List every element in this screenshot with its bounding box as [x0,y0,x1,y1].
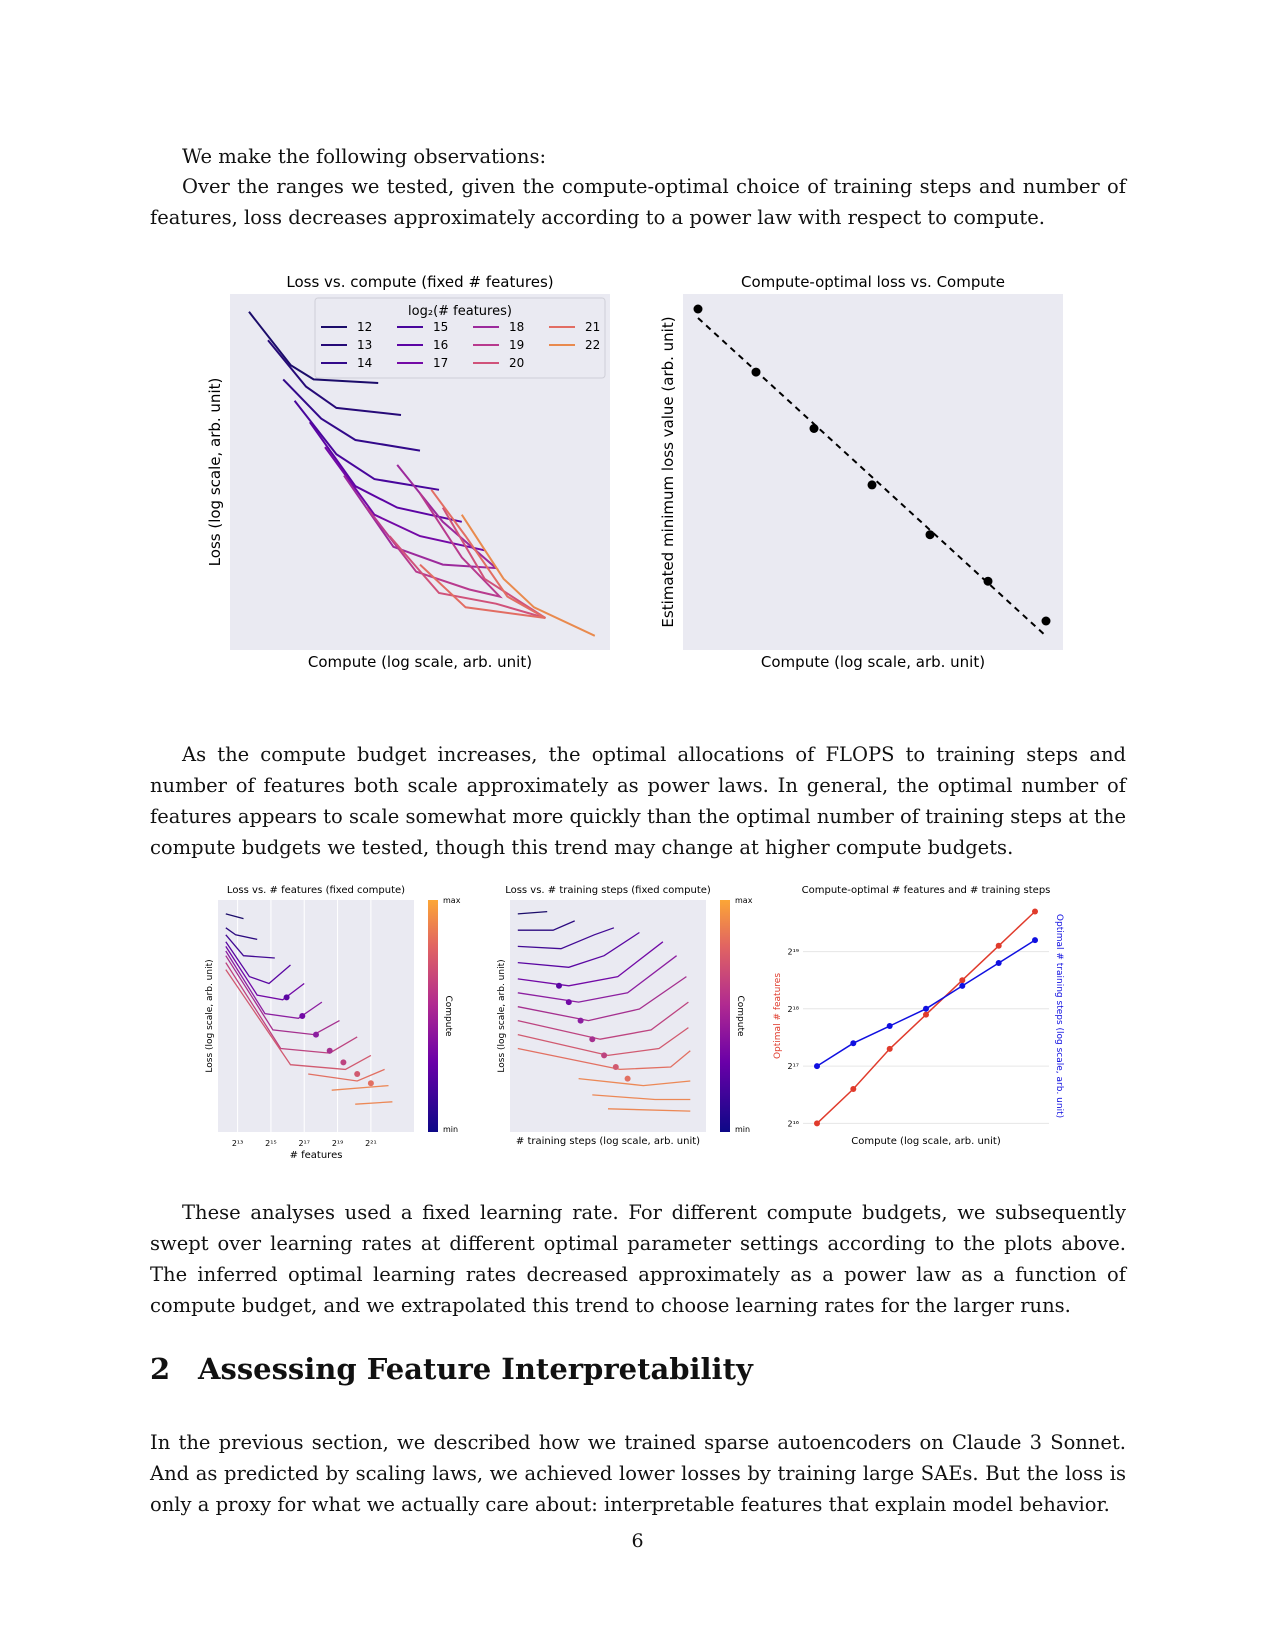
chart3-colorbar [428,900,438,1132]
chart5-point [1032,909,1038,915]
chart4-colorbar [720,900,730,1132]
chart4-minimum-point [613,1064,619,1070]
chart2-title: Compute-optimal loss vs. Compute [741,273,1005,291]
chart2-xlabel: Compute (log scale, arb. unit) [760,653,986,671]
chart3-minimum-point [313,1032,319,1038]
chart5-point [959,983,965,989]
chart5-point [814,1120,820,1126]
chart3-minimum-point [284,994,290,1000]
chart3-title: Loss vs. # features (fixed compute) [226,885,406,896]
legend-label-12: 12 [357,320,373,334]
chart3-xtick: 2¹⁵ [265,1139,277,1148]
chart3-minimum-point [354,1071,360,1077]
chart3-colorbar-label: Compute [443,995,453,1037]
chart3-panel [218,900,414,1132]
paragraph-learning-rate: These analyses used a fixed learning rate. For different compute budgets, we subsequently swept over learning rates at different optimal parameter settings according to the plots above. The inferred optimal learning rates decreased approximately as a power law as a function of compute budget, and we extrapolated this trend to choose learning rates for the larger runs. [150,1201,1126,1317]
chart3-xtick: 2¹³ [231,1139,244,1148]
chart4-minimum-point [566,999,572,1005]
legend-label-22: 22 [585,338,601,352]
legend-label-14: 14 [357,356,373,370]
chart3-colorbar-min: min [443,1125,459,1134]
chart3-xtick: 2¹⁷ [298,1139,310,1148]
legend-label-13: 13 [357,338,373,352]
chart5-ytick: 2¹⁶ [787,1119,799,1129]
chart4-colorbar-label: Compute [735,995,745,1037]
section-number: 2 [150,1352,171,1386]
chart4-minimum-point [601,1052,607,1058]
chart5-point [959,977,965,983]
chart5-ylabel-left: Optimal # features [773,972,783,1060]
chart1-ylabel: Loss (log scale, arb. unit) [206,377,224,567]
chart5-point [814,1063,820,1069]
chart4-xlabel: # training steps (log scale, arb. unit) [515,1136,701,1147]
paragraph-loss-power-law: Over the ranges we tested, given the compute-optimal choice of training steps and number of features, loss decreases approximately according to a power law with respect to compute. [150,175,1126,229]
chart5-xlabel: Compute (log scale, arb. unit) [851,1136,1001,1147]
legend-label-17: 17 [433,356,449,370]
legend-label-20: 20 [509,356,525,370]
legend-label-18: 18 [509,320,525,334]
legend-label-21: 21 [585,320,601,334]
chart3-xlabel: # features [289,1150,343,1161]
chart5-point [923,1006,929,1012]
chart3-minimum-point [327,1048,333,1054]
chart4-minimum-point [589,1036,595,1042]
chart5-title: Compute-optimal # features and # training steps [801,885,1051,896]
section-title: Assessing Feature Interpretability [198,1352,753,1386]
chart5-point [887,1046,893,1052]
legend-label-15: 15 [433,320,449,334]
chart5-point [850,1040,856,1046]
chart3-minimum-point [299,1013,305,1019]
chart4-ylabel: Loss (log scale, arb. unit) [497,959,507,1073]
chart5-ytick: 2¹⁹ [787,947,799,957]
chart1-legend-title: log₂(# features) [408,304,512,319]
chart3-xtick: 2¹⁹ [331,1139,344,1148]
chart4-minimum-point [578,1018,584,1024]
legend-label-16: 16 [433,338,449,352]
paragraph-optimal-allocation: As the compute budget increases, the optimal allocations of FLOPS to training steps and number of features both scale approximately as power laws. In general, the optimal number of features appears to scale somewhat more quickly than the optimal number of training steps at the compute budgets we tested, though this trend may change at higher compute budgets. [150,743,1126,859]
chart5-point [1032,937,1038,943]
chart4-minimum-point [625,1076,631,1082]
chart3-xtick: 2²¹ [365,1139,377,1148]
chart1-xlabel: Compute (log scale, arb. unit) [307,653,533,671]
chart2-ylabel: Estimated minimum loss value (arb. unit) [659,316,677,628]
section-heading [150,1352,753,1386]
chart4-minimum-point [556,983,562,989]
chart4-colorbar-min: min [735,1125,751,1134]
chart3-colorbar-max: max [443,896,461,905]
chart5-point [923,1012,929,1018]
chart5-point [996,960,1002,966]
legend-label-19: 19 [509,338,525,352]
chart5-ytick: 2¹⁸ [787,1004,799,1014]
page-number: 6 [631,1530,644,1552]
paragraph-observations-intro: We make the following observations: [182,145,547,168]
chart5-point [996,943,1002,949]
chart3-ylabel: Loss (log scale, arb. unit) [205,959,215,1073]
chart5-point [887,1023,893,1029]
chart5-point [850,1086,856,1092]
chart1-title: Loss vs. compute (fixed # features) [286,273,554,291]
chart3-minimum-point [368,1080,374,1086]
chart5-ylabel-right: Optimal # training steps (log scale, arb. unit) [1054,913,1064,1119]
chart4-title: Loss vs. # training steps (fixed compute) [505,885,711,896]
chart4-colorbar-max: max [735,896,753,905]
chart3-minimum-point [340,1059,346,1065]
paragraph-previous-section: In the previous section, we described how we trained sparse autoencoders on Claude 3 Sonnet. And as predicted by scaling laws, we achieved lower losses by training large SAEs. But the loss is only a proxy for what we actually care about: interpretable features that explain model behavior. [150,1431,1126,1516]
chart5-ytick: 2¹⁷ [787,1062,799,1072]
